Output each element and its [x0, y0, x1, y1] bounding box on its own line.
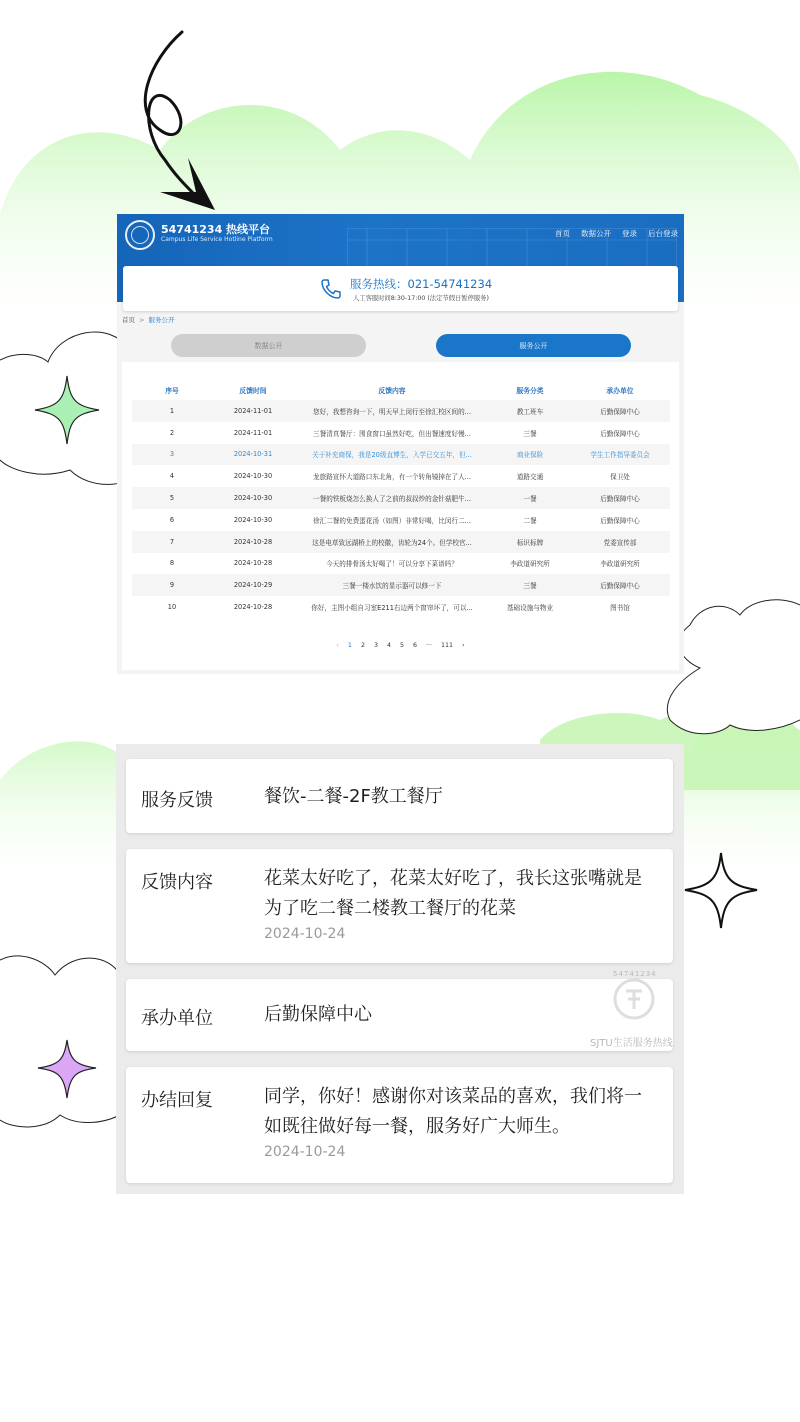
table-cell-time: 2024-10-29 — [212, 574, 294, 596]
table-row[interactable] — [132, 574, 670, 596]
nav-data-public[interactable]: 数据公开 — [581, 229, 611, 238]
pagination-ellipsis: ··· — [426, 642, 433, 649]
outline-cloud-bottom-left — [0, 956, 120, 1127]
table-cell-category: 李政道研究所 — [510, 560, 550, 569]
table-cell-content: 你好，主图小组自习室E211右边两个窗帘坏了，可以... — [311, 604, 473, 613]
table-cell-time: 2024-10-30 — [233, 472, 273, 481]
feedback-date: 2024-10-24 — [264, 926, 346, 942]
table-cell-content: 这是电草致远湖桥上的校徽，齿轮为24个。但学校官... — [294, 531, 490, 553]
table-cell-category: 三餐 — [490, 574, 570, 596]
table-cell-department: 后勤保障中心 — [600, 429, 640, 438]
table-cell-department: 保卫处 — [610, 473, 630, 482]
department-value: 后勤保障中心 — [264, 1004, 372, 1025]
table-cell-time: 2024-11-01 — [212, 400, 294, 422]
site-subtitle: Campus Life Service Hotline Platform — [161, 236, 273, 243]
table-cell-content: 三餐一楼水饮的显示器可以修一下 — [294, 574, 490, 596]
table-row[interactable] — [132, 509, 670, 531]
table-row[interactable] — [132, 422, 670, 444]
table-cell-index: 1 — [132, 400, 212, 422]
feedback-content-card — [126, 849, 673, 963]
pagination-page-last[interactable]: 111 — [441, 642, 454, 649]
table-cell-content: 今天的排骨汤太好喝了！可以分享下菜谱吗？ — [326, 560, 458, 569]
table-cell-time: 2024-10-30 — [233, 515, 273, 524]
table-cell-index: 8 — [169, 559, 175, 568]
table-cell-category: 标识标牌 — [490, 531, 570, 553]
table-cell-department: 李政道研究所 — [600, 560, 640, 569]
column-header-time: 反馈时间 — [239, 387, 267, 395]
table-cell-category: 教工班车 — [490, 400, 570, 422]
table-cell-content: 关于补充商保，我是20级直博生，入学已交五年，但... — [294, 444, 490, 466]
table-row[interactable] — [132, 531, 670, 553]
table-cell-index: 10 — [167, 603, 177, 612]
pagination-page-1[interactable]: 1 — [347, 642, 352, 649]
top-nav — [555, 228, 678, 239]
table-cell-time: 2024-10-31 — [212, 444, 294, 466]
table-cell-department: 后勤保障中心 — [570, 487, 670, 509]
service-category-value: 餐饮-二餐-2F教工餐厅 — [264, 786, 443, 807]
table-cell-index: 7 — [132, 531, 212, 553]
pagination — [122, 642, 679, 649]
table-header-row — [132, 380, 670, 400]
breadcrumb-current: 服务公开 — [148, 316, 175, 324]
hotline-number: 服务热线：021-54741234 — [350, 277, 493, 291]
nav-login[interactable]: 登录 — [622, 229, 637, 238]
watermark-text: SJTU生活服务热线 — [590, 1038, 673, 1049]
table-cell-department: 后勤保障中心 — [570, 574, 670, 596]
reply-card — [126, 1067, 673, 1183]
service-category-label: 服务反馈 — [141, 790, 213, 811]
hotline-card — [123, 266, 678, 311]
pagination-page-4[interactable]: 4 — [386, 642, 391, 649]
table-cell-time: 2024-10-30 — [212, 487, 294, 509]
pagination-page-2[interactable]: 2 — [360, 642, 365, 649]
table-cell-category: 商业保险 — [490, 444, 570, 466]
site-title: 54741234 热线平台 — [161, 223, 271, 236]
reply-label: 办结回复 — [141, 1090, 213, 1111]
column-header-category: 服务分类 — [516, 387, 544, 395]
table-cell-index: 5 — [132, 487, 212, 509]
nav-admin-login[interactable]: 后台登录 — [648, 229, 678, 238]
table-cell-content: 徐汇二餐的免费蛋花汤（如图）非常好喝，比闵行二... — [313, 516, 471, 525]
table-row[interactable] — [132, 444, 670, 466]
pagination-page-3[interactable]: 3 — [373, 642, 378, 649]
table-cell-time: 2024-10-28 — [233, 559, 273, 568]
table-row[interactable] — [132, 553, 670, 575]
tab-service-public[interactable]: 服务公开 — [436, 334, 631, 357]
table-cell-index: 4 — [169, 472, 175, 481]
tab-data-public[interactable]: 数据公开 — [171, 334, 366, 357]
table-cell-content: 三餐清真餐厅：围食窗口虽然好吃，但出餐速度好慢... — [313, 429, 471, 438]
feedback-content-label: 反馈内容 — [141, 872, 213, 893]
watermark-number: 54741234 — [613, 970, 657, 978]
table-cell-category: 基础设施与物业 — [506, 604, 554, 613]
breadcrumb — [122, 315, 174, 324]
reply-date: 2024-10-24 — [264, 1144, 346, 1160]
table-cell-content: 龙旅路宣怀大道路口东北角，有一个转角镜掉在了人... — [313, 473, 471, 482]
table-cell-content: 您好，我想咨询一下，明天早上闵行至徐汇校区间的... — [294, 400, 490, 422]
table-cell-department: 图书馆 — [610, 604, 630, 613]
table-cell-time: 2024-10-28 — [212, 531, 294, 553]
feedback-detail-panel — [116, 744, 684, 1194]
column-header-department: 承办单位 — [606, 387, 634, 395]
table-cell-time: 2024-11-01 — [233, 428, 273, 437]
university-logo-icon[interactable] — [125, 220, 155, 250]
table-row[interactable] — [132, 596, 670, 618]
outline-cloud-right — [667, 600, 800, 734]
table-row[interactable] — [132, 465, 670, 487]
table-cell-category: 三餐 — [523, 429, 537, 438]
table-cell-index: 6 — [169, 515, 175, 524]
pagination-page-5[interactable]: 5 — [399, 642, 404, 649]
table-cell-index: 9 — [132, 574, 212, 596]
table-cell-index: 2 — [169, 428, 175, 437]
hotline-hours: 人工客服时间8:30-17:00 (法定节假日暂停服务) — [353, 295, 489, 302]
table-cell-department: 党委宣传部 — [570, 531, 670, 553]
feedback-content-value: 花菜太好吃了，花菜太好吃了，我长这张嘴就是为了吃二餐二楼教工餐厅的花菜 — [264, 868, 642, 919]
pagination-next-icon[interactable]: › — [462, 642, 465, 649]
phone-icon — [319, 277, 343, 301]
table-cell-time: 2024-10-28 — [233, 603, 273, 612]
breadcrumb-home[interactable]: 首页 — [122, 316, 135, 324]
service-category-card — [126, 759, 673, 833]
reply-value: 同学，你好！感谢你对该菜品的喜欢，我们将一如既往做好每一餐，服务好广大师生。 — [264, 1086, 642, 1137]
department-label: 承办单位 — [141, 1008, 213, 1029]
feedback-table — [132, 380, 670, 618]
breadcrumb-separator: > — [139, 316, 145, 324]
table-cell-category: 二餐 — [523, 516, 537, 525]
table-cell-category: 道路交通 — [516, 473, 544, 482]
table-row[interactable] — [132, 400, 670, 422]
table-cell-category: 一餐 — [490, 487, 570, 509]
feedback-table-container — [122, 362, 679, 670]
hotline-website-screenshot — [117, 214, 684, 674]
column-header-index: 序号 — [165, 387, 179, 395]
table-cell-department: 学生工作指导委员会 — [570, 444, 670, 466]
table-cell-index: 3 — [132, 444, 212, 466]
pagination-page-6[interactable]: 6 — [413, 642, 418, 649]
pagination-prev-icon[interactable]: ‹ — [336, 642, 339, 649]
column-header-content: 反馈内容 — [378, 387, 406, 395]
table-cell-department: 后勤保障中心 — [600, 516, 640, 525]
table-row[interactable] — [132, 487, 670, 509]
nav-home[interactable]: 首页 — [555, 229, 570, 238]
table-cell-content: 一餐的铁板烧怎么换人了之前的叔叔炒的金针菇肥牛... — [294, 487, 490, 509]
table-cell-department: 后勤保障中心 — [570, 400, 670, 422]
